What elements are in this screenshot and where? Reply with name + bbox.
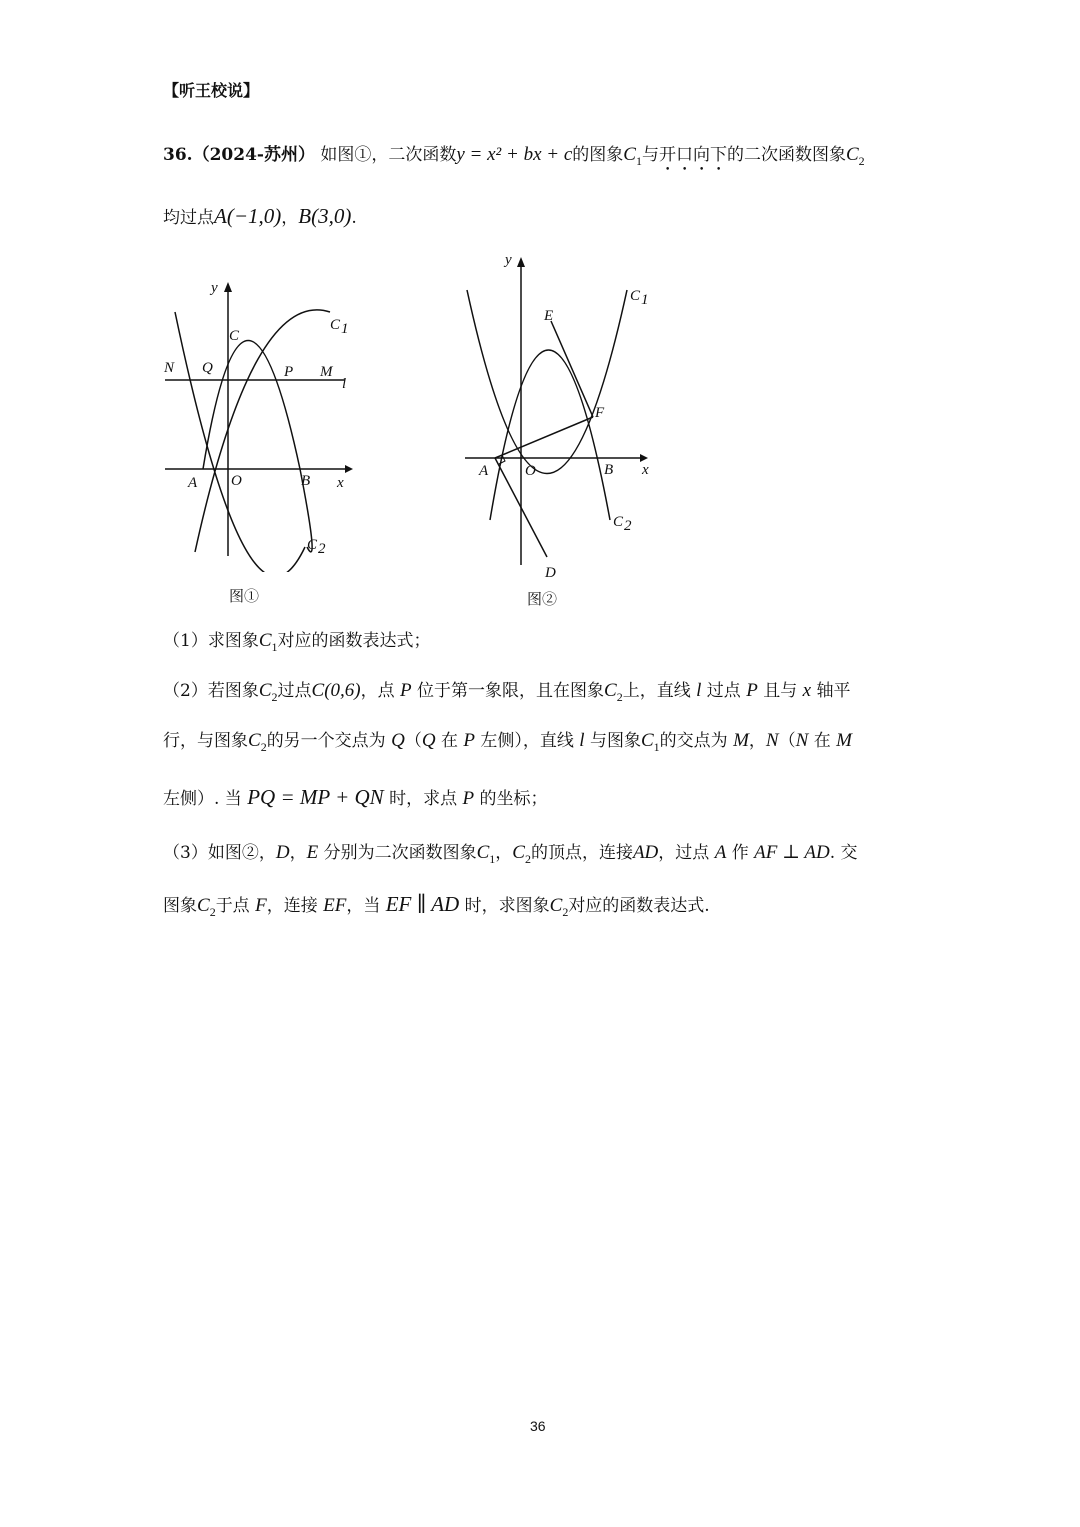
label-o: O: [231, 473, 242, 489]
text-fragment: 2: [624, 518, 632, 534]
text-fragment: 过点: [277, 681, 312, 701]
text-fragment: C: [258, 630, 272, 651]
text-fragment: 1: [641, 292, 649, 308]
symbol-ad: AD: [632, 842, 659, 863]
symbol-c1: [623, 144, 642, 168]
text-fragment: 2: [616, 689, 623, 704]
label-c: C: [229, 328, 240, 344]
text-fragment: ，: [495, 843, 513, 863]
text-fragment: ，: [289, 843, 307, 863]
symbol-n: N: [795, 730, 809, 751]
label-d: D: [545, 565, 556, 581]
text-fragment: 行，与图象: [163, 731, 248, 751]
text-fragment: C: [258, 680, 272, 701]
problem-text: 的图象: [572, 145, 624, 165]
symbol-m: M: [733, 730, 749, 751]
text-fragment: 的顶点，连接: [530, 843, 633, 863]
text-fragment: C: [248, 730, 261, 751]
symbol-c2: [604, 680, 623, 704]
symbol-x: x: [802, 680, 812, 701]
text-fragment: C: [512, 842, 525, 863]
symbol-p: P: [400, 680, 412, 701]
text-fragment: （3）如图②，: [163, 843, 276, 863]
label-y: y: [211, 280, 218, 296]
text-fragment: 于点: [215, 896, 250, 916]
question-2-line-3: [163, 785, 923, 811]
text-fragment: C: [197, 895, 210, 916]
symbol-ef: EF: [323, 895, 347, 916]
text-fragment: C: [476, 842, 490, 863]
text-fragment: . 交: [829, 843, 858, 863]
label-p: P: [284, 364, 294, 380]
text-fragment: 1: [653, 739, 660, 754]
symbol-m: M: [836, 730, 852, 751]
question-1: [163, 630, 923, 654]
text-fragment: 在: [813, 731, 831, 751]
symbol-c2: [248, 730, 267, 754]
figure-2: [455, 245, 670, 594]
symbol-c1: [476, 842, 496, 866]
text-fragment: 2: [260, 739, 267, 754]
perpendicular-relation: AF ⊥ AD: [754, 842, 830, 863]
label-q: Q: [202, 360, 213, 376]
point-a: A(−1,0): [214, 204, 282, 228]
text-fragment: 2: [524, 851, 531, 866]
text-fragment: 时，求图象: [464, 896, 550, 916]
text-fragment: 过点: [706, 681, 741, 701]
q1-text: 对应的函数表达式；: [277, 631, 431, 651]
text-fragment: 图象: [163, 896, 197, 916]
text-fragment: C: [640, 730, 654, 751]
label-m: M: [320, 364, 333, 380]
separator: ，: [281, 208, 299, 228]
label-b: B: [604, 462, 614, 478]
problem-text: 的二次函数图象: [726, 145, 846, 165]
symbol-n: N: [765, 730, 779, 751]
problem-text: 与: [641, 145, 659, 165]
text-fragment: 在: [440, 731, 458, 751]
equation: PQ = MP + QN: [247, 785, 384, 809]
label-a: A: [188, 475, 198, 491]
figure-2-caption: 图②: [527, 590, 558, 608]
text-fragment: ，点: [360, 681, 395, 701]
text-fragment: C: [549, 895, 563, 916]
text-fragment: 的坐标；: [479, 789, 548, 809]
figure-1-graph: [155, 272, 370, 572]
text-fragment: 与图象: [589, 731, 641, 751]
text-fragment: C: [630, 288, 641, 304]
text-fragment: 位于第一象限，且在图象: [417, 681, 605, 701]
label-c1: [330, 317, 349, 337]
symbol-q: Q: [391, 730, 405, 751]
figure-2-graph: [455, 245, 670, 590]
text-fragment: C: [604, 680, 617, 701]
text-fragment: 2: [271, 689, 278, 704]
text-fragment: 时，求点: [389, 789, 458, 809]
point-b: B(3,0): [298, 204, 352, 228]
text-fragment: 2: [562, 904, 569, 919]
text-fragment: 分别为二次函数图象: [323, 843, 477, 863]
symbol-e: E: [306, 842, 319, 863]
symbol-p: P: [462, 788, 475, 809]
text-fragment: 的另一个交点为: [266, 731, 386, 751]
symbol-c2: [512, 842, 531, 866]
point-c: C(0,6): [311, 680, 361, 701]
function-formula: y = x² + bx + c: [456, 144, 573, 165]
text-fragment: ，连接: [266, 896, 318, 916]
text-fragment: 上，直线: [622, 681, 691, 701]
problem-line-1: [163, 144, 923, 175]
text-fragment: 且与: [763, 681, 798, 701]
label-f: F: [595, 405, 605, 421]
label-c2: [307, 537, 326, 557]
text-fragment: 1: [635, 153, 642, 168]
problem-number: 36.: [163, 145, 193, 165]
label-o: O: [525, 463, 536, 479]
emphasized-text: 开口向下: [658, 145, 727, 165]
text-fragment: 1: [341, 321, 349, 337]
question-3-line-2: [163, 892, 923, 919]
question-2-line-2: [163, 730, 923, 754]
symbol-c2: [845, 144, 865, 168]
label-n: N: [164, 360, 175, 376]
header-tag: 【听王校说】: [163, 81, 260, 100]
figure-1-caption: 图①: [229, 587, 260, 605]
text-fragment: 对应的函数表达式.: [568, 896, 710, 916]
segment-ef: [551, 321, 593, 417]
text-fragment: 左侧），直线: [480, 731, 574, 751]
q1-text: （1）求图象: [163, 631, 259, 651]
curve-c1: [195, 310, 330, 552]
problem-text: 均过点: [163, 208, 214, 228]
text-fragment: C: [613, 514, 624, 530]
question-2-line-1: [163, 680, 923, 704]
text-fragment: 1: [271, 639, 278, 654]
text-fragment: C: [623, 144, 636, 165]
y-axis-arrow: [517, 257, 525, 267]
text-fragment: 1: [489, 851, 496, 866]
curve-c2-outer: [175, 312, 305, 572]
text-fragment: （: [404, 731, 422, 751]
parallel-relation: EF ∥ AD: [385, 892, 460, 916]
text-fragment: C: [307, 537, 318, 553]
y-axis-arrow: [224, 282, 232, 292]
symbol-p: P: [463, 730, 475, 751]
text-fragment: C: [330, 317, 341, 333]
label-l: l: [342, 376, 347, 392]
text-fragment: 2: [858, 153, 865, 168]
label-c1: [630, 288, 649, 308]
figure-1: [155, 272, 370, 576]
text-fragment: C: [845, 144, 859, 165]
page-number: 36: [530, 1418, 546, 1434]
x-axis-arrow: [640, 454, 648, 462]
question-3-line-1: [163, 842, 923, 866]
symbol-l: l: [579, 730, 585, 751]
text-fragment: 轴平: [816, 681, 851, 701]
text-fragment: 2: [209, 904, 216, 919]
text-fragment: （2）若图象: [163, 681, 259, 701]
symbol-c2: [549, 895, 569, 919]
x-axis-arrow: [345, 465, 353, 473]
symbol-d: D: [275, 842, 290, 863]
label-b: B: [301, 473, 311, 489]
text-fragment: 作: [731, 843, 749, 863]
symbol-q: Q: [421, 730, 436, 751]
text-fragment: 左侧）. 当: [163, 789, 242, 809]
label-y: y: [505, 252, 512, 268]
label-a: A: [479, 463, 489, 479]
symbol-p: P: [746, 680, 758, 701]
problem-line-2: [163, 204, 923, 229]
text-fragment: 的交点为: [659, 731, 728, 751]
figure-2-labels: [478, 252, 649, 581]
figure-1-labels: [163, 280, 349, 557]
symbol-f: F: [255, 895, 267, 916]
problem-text: 如图①，二次函数: [320, 145, 457, 165]
text-fragment: 2: [318, 541, 326, 557]
symbol-c1: [258, 630, 278, 654]
symbol-c2: [197, 895, 216, 919]
label-x: x: [642, 462, 649, 478]
symbol-a: A: [714, 842, 727, 863]
text-fragment: （: [778, 731, 796, 751]
label-c2: [613, 514, 632, 534]
curve-c2-arc: [203, 341, 312, 552]
symbol-l: l: [696, 680, 702, 701]
problem-text: .: [351, 208, 357, 228]
text-fragment: ，过点: [658, 843, 710, 863]
text-fragment: ，: [748, 731, 766, 751]
label-x: x: [337, 475, 344, 491]
symbol-c2: [258, 680, 278, 704]
text-fragment: ，当: [346, 896, 381, 916]
symbol-c1: [640, 730, 660, 754]
label-e: E: [544, 308, 554, 324]
problem-source: （2024-苏州）: [192, 145, 315, 165]
